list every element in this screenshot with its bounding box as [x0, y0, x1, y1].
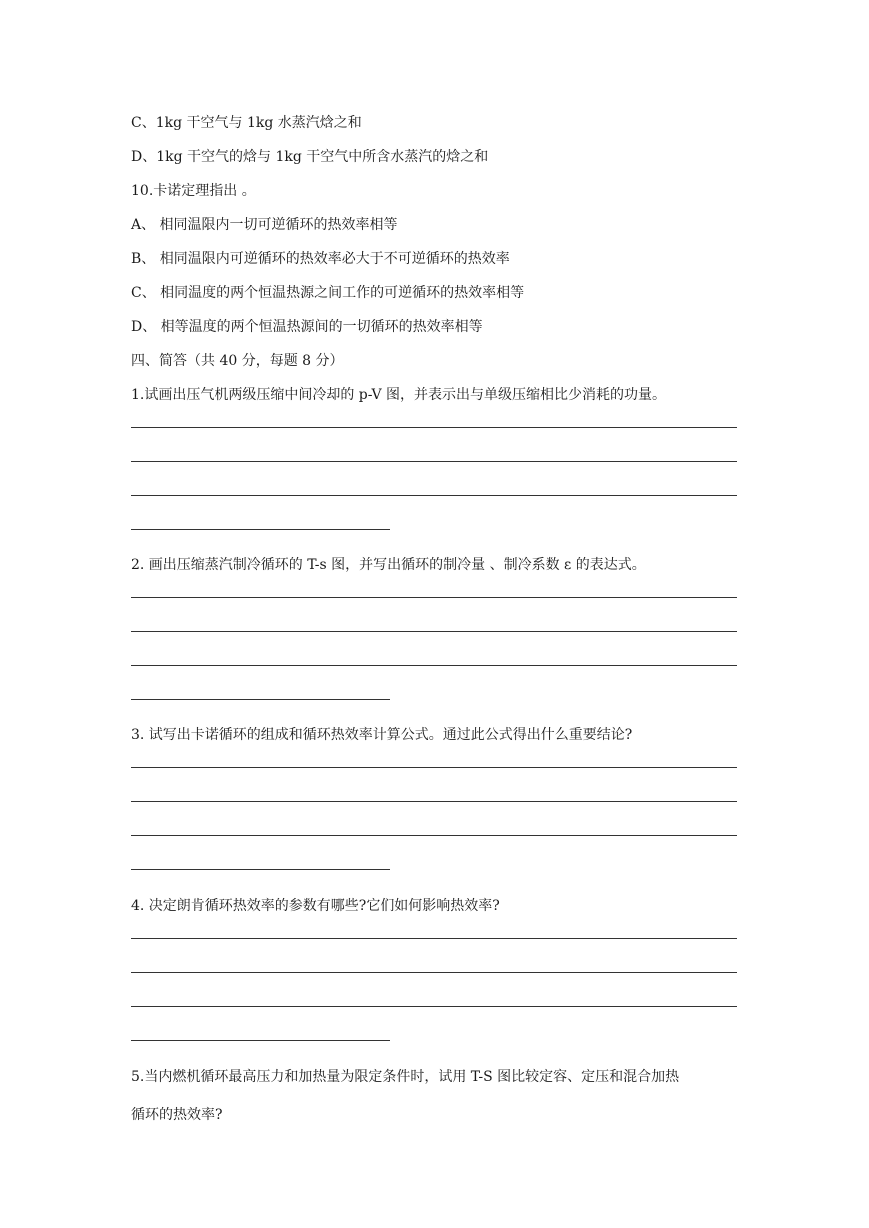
answer-line	[131, 699, 390, 700]
answer-line	[131, 1040, 390, 1041]
answer-line	[131, 631, 737, 632]
answer-line	[131, 801, 737, 802]
answer-line	[131, 597, 737, 598]
q10-option-d: D、 相等温度的两个恒温热源间的一切循环的热效率相等	[131, 319, 483, 335]
q3-text: 3. 试写出卡诺循环的组成和循环热效率计算公式。通过此公式得出什么重要结论?	[131, 727, 633, 743]
answer-line	[131, 665, 737, 666]
q10-option-c: C、 相同温度的两个恒温热源之间工作的可逆循环的热效率相等	[131, 285, 525, 301]
q4-text: 4. 决定朗肯循环热效率的参数有哪些?它们如何影响热效率?	[131, 898, 500, 914]
answer-line	[131, 869, 390, 870]
q10-option-a: A、 相同温限内一切可逆循环的热效率相等	[131, 217, 398, 233]
answer-line	[131, 1006, 737, 1007]
q5-text-line2: 循环的热效率?	[131, 1107, 223, 1123]
q10-stem: 10.卡诺定理指出 。	[131, 183, 256, 199]
answer-line	[131, 427, 737, 428]
q5-text-line1: 5.当内燃机循环最高压力和加热量为限定条件时，试用 T-S 图比较定容、定压和混合加热	[131, 1069, 680, 1085]
answer-line	[131, 938, 737, 939]
answer-line	[131, 461, 737, 462]
q9-option-c: C、1kg 干空气与 1kg 水蒸汽焓之和	[131, 115, 362, 131]
q10-option-b: B、 相同温限内可逆循环的热效率必大于不可逆循环的热效率	[131, 251, 510, 267]
answer-line	[131, 767, 737, 768]
q2-text: 2. 画出压缩蒸汽制冷循环的 T-s 图，并写出循环的制冷量 、制冷系数 ε 的表达式。	[131, 557, 646, 573]
answer-line	[131, 529, 390, 530]
answer-line	[131, 972, 737, 973]
answer-line	[131, 495, 737, 496]
q1-text: 1.试画出压气机两级压缩中间冷却的 p-V 图，并表示出与单级压缩相比少消耗的功量。	[131, 387, 667, 403]
q9-option-d: D、1kg 干空气的焓与 1kg 干空气中所含水蒸汽的焓之和	[131, 149, 489, 165]
section4-heading: 四、简答（共 40 分，每题 8 分）	[131, 353, 344, 369]
answer-line	[131, 835, 737, 836]
